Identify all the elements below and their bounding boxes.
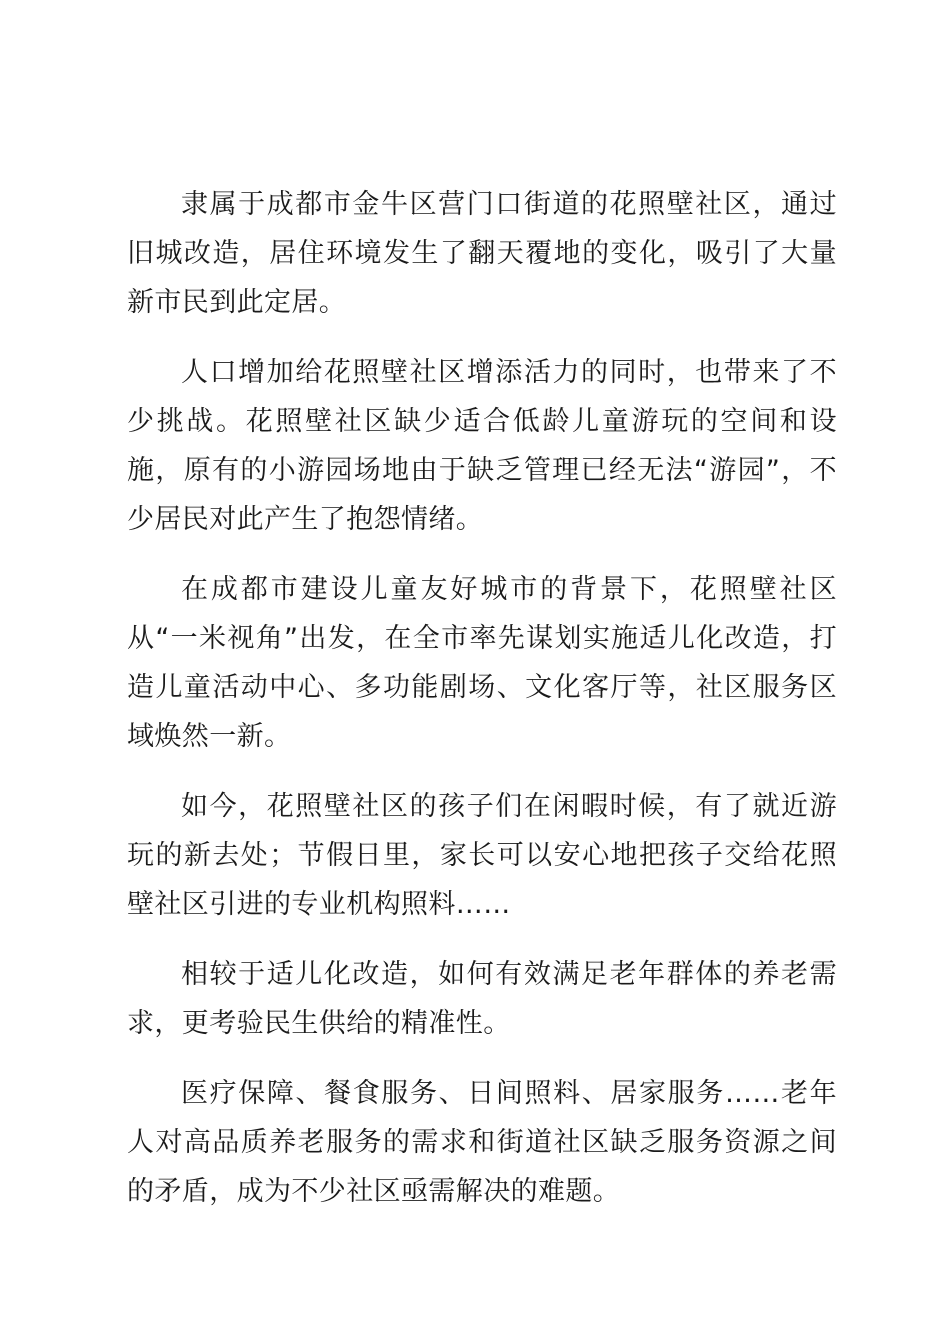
paragraph-3: 在成都市建设儿童友好城市的背景下，花照壁社区从“一米视角”出发，在全市率先谋划实施适儿化改造，打造儿童活动中心、多功能剧场、文化客厅等，社区服务区域焕然一新。	[127, 574, 837, 752]
document-body	[127, 180, 837, 1237]
paragraph-6: 医疗保障、餐食服务、日间照料、居家服务……老年人对高品质养老服务的需求和街道社区缺乏服务资源之间的矛盾，成为不少社区亟需解决的难题。	[127, 1078, 837, 1207]
paragraph-5: 相较于适儿化改造，如何有效满足老年群体的养老需求，更考验民生供给的精准性。	[127, 959, 837, 1039]
paragraph-1: 隶属于成都市金牛区营门口街道的花照壁社区，通过旧城改造，居住环境发生了翻天覆地的变化，吸引了大量新市民到此定居。	[127, 189, 837, 318]
paragraph-2: 人口增加给花照壁社区增添活力的同时，也带来了不少挑战。花照壁社区缺少适合低龄儿童游玩的空间和设施，原有的小游园场地由于缺乏管理已经无法“游园”，不少居民对此产生了抱怨情绪。	[127, 357, 837, 535]
paragraph-4: 如今，花照壁社区的孩子们在闲暇时候，有了就近游玩的新去处；节假日里，家长可以安心地把孩子交给花照壁社区引进的专业机构照料……	[127, 791, 837, 920]
